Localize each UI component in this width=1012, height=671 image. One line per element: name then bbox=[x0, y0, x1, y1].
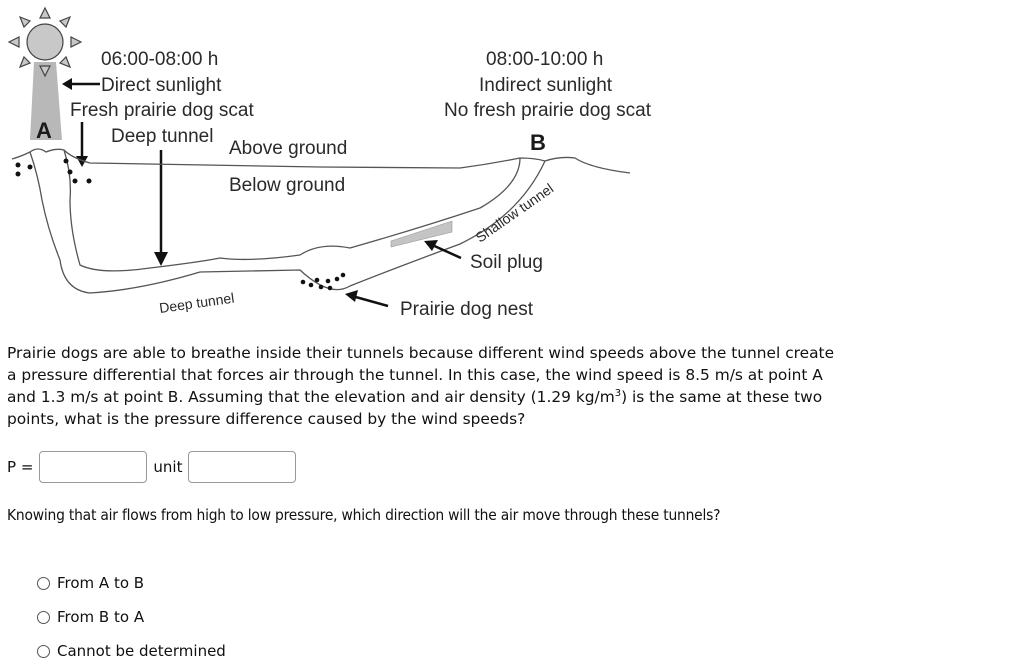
option-b-to-a[interactable]: From B to A bbox=[37, 600, 226, 634]
point-b-label: B bbox=[530, 130, 546, 155]
svg-text:Fresh prairie dog scat: Fresh prairie dog scat bbox=[70, 100, 254, 121]
svg-text:No fresh prairie dog scat: No fresh prairie dog scat bbox=[444, 100, 651, 121]
radio-icon[interactable] bbox=[37, 577, 50, 590]
prairie-dog-tunnel-diagram bbox=[0, 0, 680, 330]
option-a-to-b[interactable]: From A to B bbox=[37, 566, 226, 600]
svg-text:Soil plug: Soil plug bbox=[470, 252, 543, 273]
svg-text:Below ground: Below ground bbox=[229, 175, 346, 196]
svg-text:Shallow tunnel: Shallow tunnel bbox=[472, 180, 557, 246]
sun-icon bbox=[9, 8, 81, 76]
unit-label: unit bbox=[153, 458, 183, 476]
svg-text:08:00-10:00 h: 08:00-10:00 h bbox=[486, 49, 604, 70]
option-cannot-determine[interactable]: Cannot be determined bbox=[37, 634, 226, 668]
svg-text:Deep tunnel: Deep tunnel bbox=[158, 289, 236, 316]
pressure-input[interactable] bbox=[39, 451, 147, 483]
svg-text:Deep tunnel: Deep tunnel bbox=[111, 126, 214, 147]
point-a-label: A bbox=[36, 118, 52, 143]
svg-text:Direct sunlight: Direct sunlight bbox=[101, 75, 222, 96]
question2-text: Knowing that air flows from high to low pressure, which direction will the air move through these tunnels? bbox=[7, 506, 721, 524]
unit-input[interactable] bbox=[188, 451, 296, 483]
direction-options bbox=[37, 566, 226, 668]
radio-icon[interactable] bbox=[37, 611, 50, 624]
question-text: Prairie dogs are able to breathe inside their tunnels because different wind speeds above the tunnel create a pressure differential that forces air through the tunnel. In this case, the wind speed is 8.5 m/s at point A and 1.3 m/s at point B. Assuming that the elevation and air density (1.29 $kg/m^3$) is the same at these two points, what is the pressure difference caused by the wind speeds? bbox=[7, 344, 835, 428]
p-label: P = bbox=[7, 458, 34, 476]
svg-text:Indirect sunlight: Indirect sunlight bbox=[479, 75, 613, 96]
svg-text:Above ground: Above ground bbox=[229, 138, 348, 159]
answer-row bbox=[7, 448, 296, 486]
svg-text:Prairie dog nest: Prairie dog nest bbox=[400, 299, 534, 320]
svg-text:06:00-08:00 h: 06:00-08:00 h bbox=[101, 49, 219, 70]
radio-icon[interactable] bbox=[37, 645, 50, 658]
